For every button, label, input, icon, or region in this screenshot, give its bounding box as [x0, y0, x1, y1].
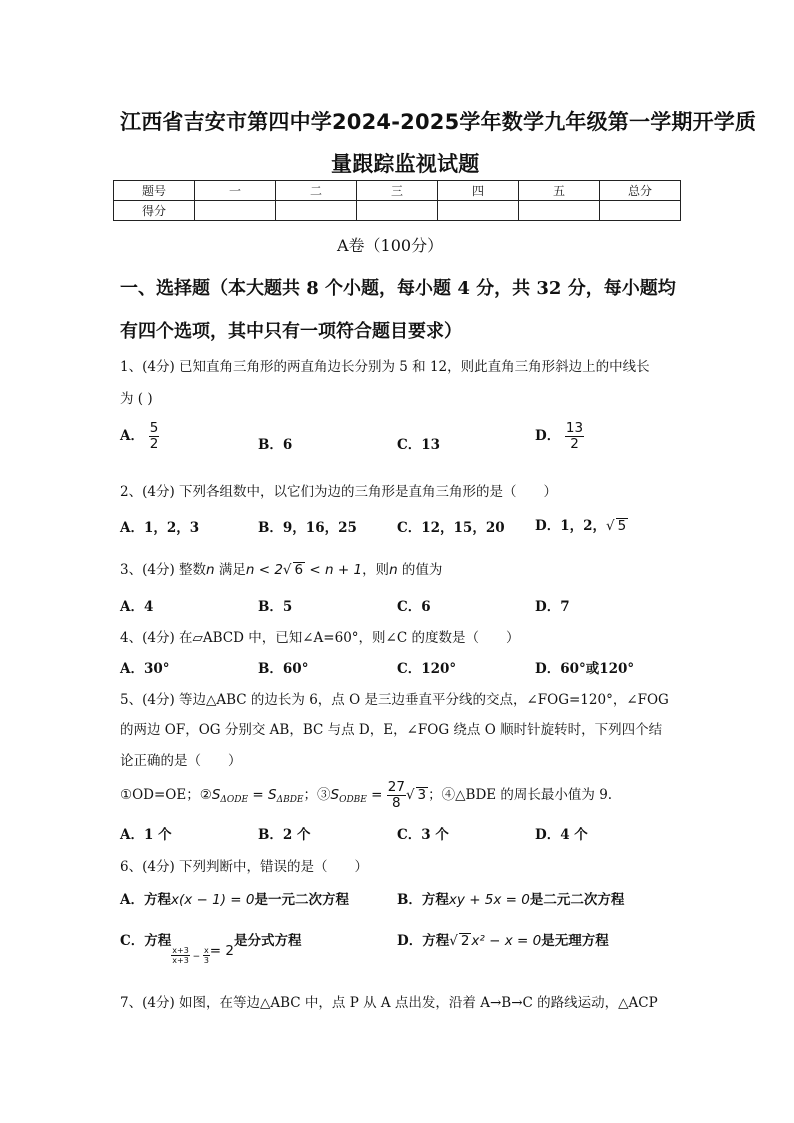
- score-table-score-row: [114, 201, 681, 221]
- q6-option-b-label: B．方程: [397, 892, 449, 908]
- q5-fraction: [387, 780, 406, 811]
- q5-equals: =: [366, 787, 387, 803]
- title-line-2: 量跟踪监视试题: [331, 152, 480, 176]
- q5-option-d: D．4 个: [535, 827, 588, 843]
- sqrt-symbol: √: [606, 518, 615, 534]
- q3-text: [120, 558, 442, 578]
- fraction-numerator: 27: [387, 779, 405, 795]
- q1-option-a-fraction: [149, 421, 160, 452]
- sqrt-symbol: √: [282, 562, 292, 578]
- q5-option-b: B．2 个: [258, 827, 311, 843]
- q1-option-d: [535, 421, 584, 452]
- q5-area-symbol: S: [268, 787, 277, 803]
- q3-inequality-left: n < 2: [245, 562, 283, 578]
- q2-option-d-radicand: 5: [617, 518, 627, 534]
- q6-text: 6、(4分) 下列判断中，错误的是（ ）: [120, 859, 369, 875]
- fraction-denominator: 2: [149, 436, 159, 452]
- score-blank: [438, 201, 519, 221]
- q5-text-line-3: 论正确的是（ ）: [120, 753, 242, 769]
- score-blank: [357, 201, 438, 221]
- q5-text-line-2: 的两边 OF，OG 分别交 AB，BC 与点 D，E，∠FOG 绕点 O 顺时针旋转时，下列四个结: [120, 722, 663, 738]
- score-cell-5: 五: [519, 181, 600, 201]
- q6-minus: −: [189, 952, 204, 962]
- q5-statement-part-2: ；③: [303, 787, 331, 803]
- q6-option-c-equals: = 2: [209, 943, 234, 959]
- score-row-label: 得分: [114, 201, 195, 221]
- q1-option-c: C．13: [397, 437, 441, 453]
- score-blank: [519, 201, 600, 221]
- q6-option-b-expression: xy + 5x = 0: [448, 892, 530, 908]
- q6-option-a-label: A．方程: [120, 892, 171, 908]
- q6-option-c-fraction-2: [203, 946, 210, 965]
- q6-option-c-fraction-1: [171, 946, 190, 965]
- sqrt-symbol: √: [405, 787, 415, 803]
- q2-option-c: C．12，15，20: [397, 520, 505, 536]
- q1-option-d-fraction: [565, 421, 584, 452]
- q4-option-c: C．120°: [397, 661, 457, 677]
- q6-option-b-tail: 是二元二次方程: [529, 892, 625, 908]
- fraction-denominator: 3: [203, 956, 209, 965]
- q6-option-d-radicand: 2: [460, 933, 470, 949]
- q3-variable-n: n: [206, 562, 215, 578]
- title-line-1: 江西省吉安市第四中学2024-2025学年数学九年级第一学期开学质: [120, 110, 757, 134]
- q1-text-line-2: 为 ( ): [120, 391, 153, 407]
- q6-option-d-tail: 是无理方程: [541, 933, 609, 949]
- q5-subscript-ode: ΔODE: [220, 795, 249, 805]
- score-blank: [276, 201, 357, 221]
- q6-option-b: [397, 888, 624, 908]
- q1-option-a: [120, 421, 159, 452]
- score-cell-4: 四: [438, 181, 519, 201]
- q6-option-d: [397, 929, 609, 949]
- q3-option-c: C．6: [397, 599, 431, 615]
- q5-option-a: A．1 个: [120, 827, 172, 843]
- q2-text: 2、(4分) 下列各组数中，以它们为边的三角形是直角三角形的是（ ）: [120, 484, 558, 500]
- q5-text-line-1: 5、(4分) 等边△ABC 的边长为 6，点 O 是三边垂直平分线的交点，∠FOG=120°，∠FOG: [120, 692, 669, 708]
- q3-variable-n-2: n: [389, 562, 398, 578]
- q6-option-a-expression: x(x − 1) = 0: [170, 892, 255, 908]
- fraction-numerator: 5: [149, 420, 159, 436]
- q3-prefix: 3、(4分) 整数: [120, 562, 207, 578]
- fraction-denominator: 8: [392, 795, 401, 811]
- fraction-denominator: 2: [570, 436, 579, 452]
- q4-option-d: D．60°或120°: [535, 661, 635, 677]
- q5-statements: [120, 780, 612, 811]
- q3-inequality-right: < n + 1: [305, 562, 363, 578]
- q3-option-a: A．4: [120, 599, 154, 615]
- q2-option-a: A．1，2，3: [120, 520, 200, 536]
- q5-subscript-bde: ΔBDE: [276, 795, 304, 805]
- score-cell-2: 二: [276, 181, 357, 201]
- q6-option-a-tail: 是一元二次方程: [254, 892, 349, 908]
- paper-a-heading: A卷（100分）: [337, 236, 444, 255]
- q3-end: 的值为: [397, 562, 443, 578]
- q6-option-c-tail: 是分式方程: [233, 933, 302, 949]
- q6-option-d-expression: x² − x = 0: [471, 933, 542, 949]
- q5-area-symbol: S: [211, 787, 221, 803]
- q4-option-b: B．60°: [258, 661, 309, 677]
- fraction-numerator: 13: [565, 420, 584, 436]
- q5-radicand: 3: [417, 787, 427, 803]
- q5-subscript-odbe: ODBE: [339, 795, 367, 805]
- score-cell-3: 三: [357, 181, 438, 201]
- q3-option-d: D．7: [535, 599, 570, 615]
- q5-equals: =: [248, 787, 268, 803]
- q1-option-b: B．6: [258, 437, 293, 453]
- q6-option-c: [120, 929, 301, 965]
- score-cell-1: 一: [195, 181, 276, 201]
- q6-option-c-label: C．方程: [120, 933, 172, 949]
- q5-statement-part-3: ；④△BDE 的周长最小值为 9.: [428, 787, 613, 803]
- q7-text: 7、(4分) 如图，在等边△ABC 中，点 P 从 A 点出发，沿着 A→B→C 的路线运动，△ACP: [120, 995, 658, 1011]
- score-cell-label: 题号: [114, 181, 195, 201]
- q4-option-a: A．30°: [120, 661, 170, 677]
- q5-option-c: C．3 个: [397, 827, 449, 843]
- score-table-header-row: [114, 181, 681, 201]
- fraction-denominator: x+3: [172, 956, 189, 965]
- q3-inequality-radicand: 6: [294, 562, 304, 578]
- q2-option-d: [535, 514, 628, 534]
- q2-option-d-label: D．1，2，: [535, 518, 606, 534]
- sqrt-symbol: √: [449, 933, 458, 949]
- q3-option-b: B．5: [258, 599, 293, 615]
- fraction-numerator: x: [204, 946, 209, 955]
- fraction-numerator: x+3: [172, 946, 189, 955]
- q1-option-a-label: A．: [120, 428, 144, 444]
- score-cell-total: 总分: [600, 181, 681, 201]
- section-1-line-1: 一、选择题（本大题共 8 个小题，每小题 4 分，共 32 分，每小题均: [120, 278, 676, 299]
- q5-area-symbol: S: [330, 787, 340, 803]
- q6-option-a: [120, 888, 349, 908]
- q4-text: 4、(4分) 在▱ABCD 中，已知∠A=60°，则∠C 的度数是（ ）: [120, 630, 520, 646]
- score-blank: [195, 201, 276, 221]
- score-blank: [600, 201, 681, 221]
- q6-option-d-label: D．方程: [397, 933, 450, 949]
- q1-option-d-label: D．: [535, 428, 561, 444]
- section-1-line-2: 有四个选项，其中只有一项符合题目要求）: [120, 321, 462, 342]
- q2-option-b: B．9，16，25: [258, 520, 357, 536]
- q3-suffix: ，则: [362, 562, 390, 578]
- q1-text-line-1: 1、(4分) 已知直角三角形的两直角边长分别为 5 和 12，则此直角三角形斜边上的中线长: [120, 359, 650, 375]
- q3-mid: 满足: [214, 562, 246, 578]
- q5-statement-part-1: ①OD=OE；②: [120, 787, 212, 803]
- score-table: [113, 180, 681, 221]
